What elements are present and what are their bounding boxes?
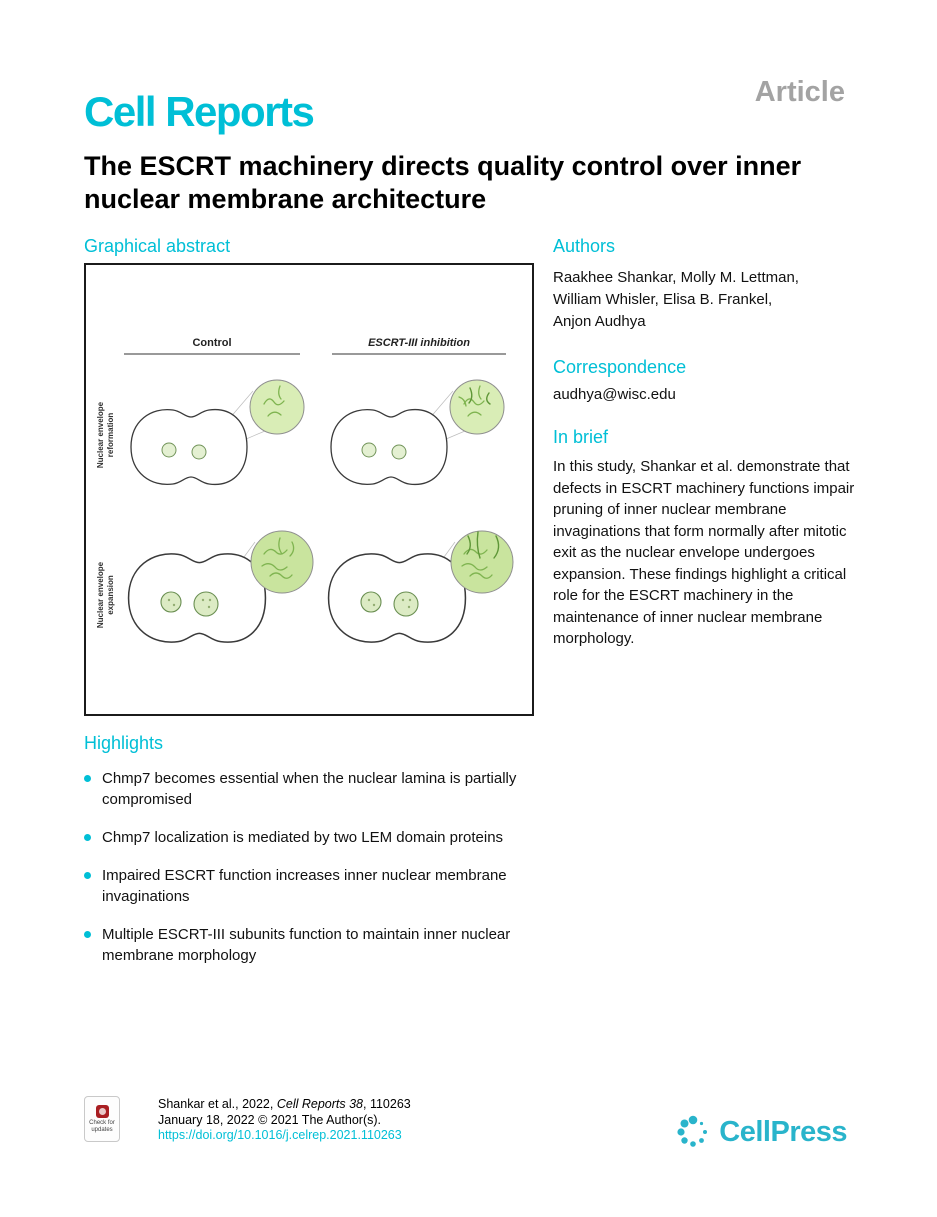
graphical-abstract-heading: Graphical abstract <box>84 236 231 256</box>
authors-heading: Authors <box>553 236 616 256</box>
author-line: Raakhee Shankar, Molly M. Lettman, <box>553 269 799 286</box>
svg-text:expansion: expansion <box>106 575 115 615</box>
control-column-label: Control <box>192 337 232 349</box>
author-line: Anjon Audhya <box>553 313 646 330</box>
bullet-icon <box>84 775 91 782</box>
panel-escrt-expansion <box>329 531 513 642</box>
highlights-heading: Highlights <box>84 733 164 753</box>
highlight-text: Impaired ESCRT function increases inner nuclear membrane invaginations <box>102 867 507 905</box>
doi-link[interactable]: https://doi.org/10.1016/j.celrep.2021.110263 <box>158 1128 402 1142</box>
citation-journal: Cell Reports 38 <box>276 1097 363 1111</box>
zoom-circle <box>251 531 313 593</box>
bullet-icon <box>84 931 91 938</box>
citation-line2: January 18, 2022 © 2021 The Author(s). <box>158 1112 382 1127</box>
bullet-icon <box>84 834 91 841</box>
cellpress-mark-icon <box>676 1115 710 1149</box>
check-for-updates-badge[interactable] <box>84 1096 120 1142</box>
bullet-icon <box>84 872 91 879</box>
citation-line1: Shankar et al., 2022, Cell Reports 38, 110263 <box>158 1097 411 1111</box>
highlight-item <box>84 768 546 810</box>
escrt-column-label: ESCRT-III inhibition <box>368 337 470 349</box>
figure-column-headers <box>124 337 506 354</box>
highlights-section <box>84 733 562 983</box>
zoom-circle <box>450 380 504 434</box>
meta-column <box>553 236 855 650</box>
row1-label <box>96 401 115 468</box>
panel-control-reformation <box>131 380 304 484</box>
highlight-text: Multiple ESCRT-III subunits function to maintain inner nuclear membrane morphology <box>102 926 511 964</box>
svg-text:reformation: reformation <box>106 412 115 458</box>
author-names <box>553 267 855 333</box>
citation-block <box>158 1097 411 1144</box>
highlight-item <box>84 865 546 907</box>
badge-label: Check for updates <box>89 1119 115 1133</box>
row2-label <box>96 561 115 628</box>
panel-control-expansion <box>129 531 313 642</box>
graphical-abstract-figure <box>84 263 534 716</box>
highlight-item <box>84 924 546 966</box>
zoom-circle <box>250 380 304 434</box>
zoom-circle <box>451 531 513 593</box>
panel-escrt-reformation <box>331 380 504 484</box>
author-line: William Whisler, Elisa B. Frankel, <box>553 291 773 308</box>
journal-logo: Cell Reports <box>84 88 314 135</box>
crossmark-icon <box>96 1105 109 1118</box>
highlights-list <box>84 768 562 966</box>
page-title: The ESCRT machinery directs quality control over inner nuclear membrane architecture <box>84 151 802 214</box>
cellpress-wordmark: CellPress <box>719 1115 847 1148</box>
highlight-item <box>84 827 546 848</box>
cellpress-logo <box>676 1115 847 1149</box>
svg-text:Nuclear envelope: Nuclear envelope <box>96 401 105 469</box>
in-brief-text: In this study, Shankar et al. demonstrate that defects in ESCRT machinery functions impair pruning of inner nuclear membrane invaginations that form normally after mitotic exit as the nuclear envelope undergoes expansion. These findings highlight a critical role for the ESCRT machinery in the maintenance of inner nuclear membrane morphology. <box>553 458 855 647</box>
highlight-text: Chmp7 becomes essential when the nuclear lamina is partially compromised <box>102 770 517 808</box>
in-brief-heading: In brief <box>553 427 609 447</box>
svg-text:Nuclear envelope: Nuclear envelope <box>96 561 105 629</box>
correspondence-email-link[interactable]: audhya@wisc.edu <box>553 386 676 403</box>
graphical-abstract-svg <box>86 265 532 714</box>
correspondence-heading: Correspondence <box>553 357 687 377</box>
article-type-label: Article <box>754 76 845 108</box>
highlight-text: Chmp7 localization is mediated by two LEM domain proteins <box>102 829 504 846</box>
